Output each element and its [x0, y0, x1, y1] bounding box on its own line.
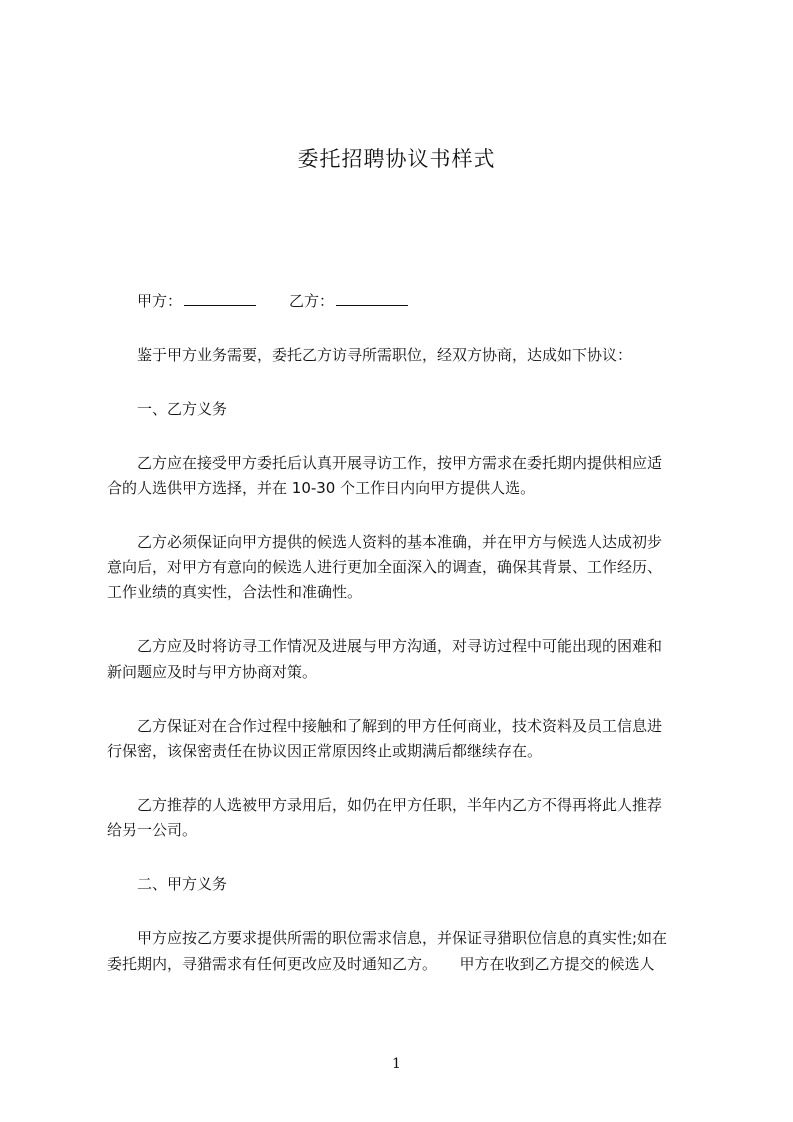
- party-b-label: 乙方：: [289, 292, 335, 310]
- party-a: [137, 291, 256, 311]
- paragraph-5-line-2: 给另一公司。: [107, 821, 198, 839]
- party-b-blank: [336, 291, 408, 306]
- paragraph-6-line-1: 甲方应按乙方要求提供所需的职位需求信息，并保证寻猎职位信息的真实性;如在: [137, 929, 668, 947]
- preamble: 鉴于甲方业务需要，委托乙方访寻所需职位，经双方协商，达成如下协议：: [137, 346, 633, 364]
- section1-heading: 一、乙方义务: [137, 400, 228, 418]
- document-title: 委托招聘协议书样式: [297, 147, 496, 171]
- party-a-label: 甲方：: [137, 292, 183, 310]
- page-number: 1: [392, 1056, 401, 1072]
- paragraph-6-line-2: 委托期内，寻猎需求有任何更改应及时通知乙方。 甲方在收到乙方提交的候选人: [107, 955, 655, 973]
- paragraph-2-line-2: 意向后，对甲方有意向的候选人进行更加全面深入的调查，确保其背景、工作经历、: [107, 558, 663, 576]
- paragraph-2-line-1: 乙方必须保证向甲方提供的候选人资料的基本准确，并在甲方与候选人达成初步: [137, 533, 663, 551]
- party-a-blank: [184, 291, 256, 306]
- paragraph-1-line-1: 乙方应在接受甲方委托后认真开展寻访工作，按甲方需求在委托期内提供相应适: [137, 454, 663, 472]
- paragraph-2-line-3: 工作业绩的真实性，合法性和准确性。: [107, 583, 363, 601]
- paragraph-4-line-1: 乙方保证对在合作过程中接触和了解到的甲方任何商业，技术资料及员工信息进: [137, 717, 663, 735]
- paragraph-3-line-2: 新问题应及时与甲方协商对策。: [107, 663, 318, 681]
- party-b: [289, 291, 408, 311]
- paragraph-1-line-2: 合的人选供甲方选择，并在 10-30 个工作日内向甲方提供人选。: [107, 479, 536, 497]
- paragraph-4-line-2: 行保密，该保密责任在协议因正常原因终止或期满后都继续存在。: [107, 742, 543, 760]
- section2-heading: 二、甲方义务: [137, 875, 228, 893]
- paragraph-3-line-1: 乙方应及时将访寻工作情况及进展与甲方沟通，对寻访过程中可能出现的困难和: [137, 637, 663, 655]
- paragraph-5-line-1: 乙方推荐的人选被甲方录用后，如仍在甲方任职，半年内乙方不得再将此人推荐: [137, 796, 663, 814]
